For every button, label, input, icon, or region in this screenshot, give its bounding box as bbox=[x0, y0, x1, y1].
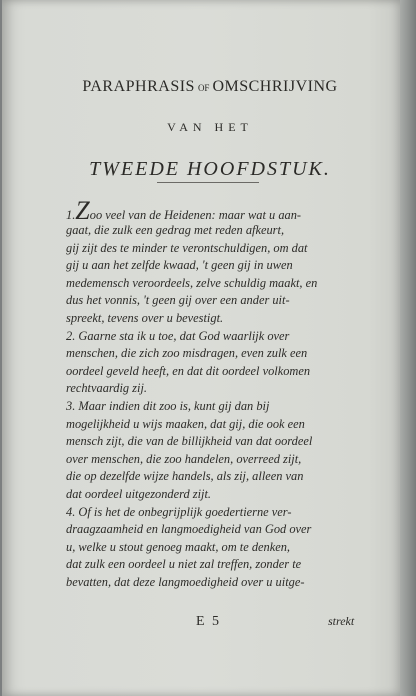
text-line: oordeel geveld heeft, en dat dit oordeel volkomen bbox=[66, 363, 311, 378]
text-line: gij u aan het zelfde kwaad, 't geen gij in uwen bbox=[66, 258, 293, 273]
text-line: u, welke u stout genoeg maakt, om te denken, bbox=[66, 539, 290, 554]
page-subtitle: VAN HET bbox=[167, 120, 253, 134]
text-line: 2. Gaarne sta ik u toe, dat God waarlijk over bbox=[66, 328, 290, 343]
text-line: over menschen, die zoo handelen, overreed zijt, bbox=[66, 451, 302, 466]
drop-cap: Z bbox=[75, 196, 90, 225]
title-part-1: PARAPHRASIS bbox=[82, 78, 195, 95]
text-line: 3. Maar indien dit zoo is, kunt gij dan bij bbox=[66, 398, 270, 413]
page-edge bbox=[400, 0, 416, 696]
text-line: mensch zijt, die van de billijkheid van dat oordeel bbox=[66, 434, 313, 449]
title-part-2: OMSCHRIJVING bbox=[212, 78, 338, 95]
text-line: dat zulk een oordeel u niet zal treffen, zonder te bbox=[66, 557, 302, 572]
signature-mark: E 5 bbox=[196, 614, 222, 629]
text-line: medemensch veroordeels, zelve schuldig maakt, en bbox=[66, 275, 318, 290]
catchword: strekt bbox=[328, 614, 355, 628]
text-line: gij zijt des te minder te verontschuldigen, om dat bbox=[66, 240, 308, 255]
text-line: rechtvaardig zij. bbox=[66, 381, 147, 396]
text-line: 4. Of is het de onbegrijplijk goedertierne ver- bbox=[66, 504, 292, 519]
text-line-0 bbox=[66, 196, 362, 225]
text-line: dat oordeel uitgezonderd zijt. bbox=[66, 486, 212, 501]
text-line: dus het vonnis, 't geen gij over een ander uit- bbox=[66, 293, 290, 308]
chapter-heading: TWEEDE HOOFDSTUK. bbox=[89, 158, 331, 180]
chapter-rule bbox=[157, 182, 259, 183]
text-line: bevatten, dat deze langmoedigheid over u uitge- bbox=[66, 574, 305, 589]
text-line: menschen, die zich zoo misdragen, even zulk een bbox=[66, 346, 308, 361]
text-line: draagzaamheid en langmoedigheid van God over bbox=[66, 522, 312, 537]
page-title bbox=[60, 78, 360, 96]
text-line: die op dezelfde wijze handels, als zij, alleen van bbox=[66, 469, 304, 484]
text-line: spreekt, tevens over u bevestigt. bbox=[66, 310, 224, 325]
first-line-rest: oo veel van de Heidenen: maar wat u aan- bbox=[89, 208, 302, 222]
verse-number-1: 1. bbox=[66, 208, 76, 222]
title-small-word: OF bbox=[197, 83, 210, 93]
text-line: mogelijkheid u wijs maaken, dat gij, die ook een bbox=[66, 416, 305, 431]
text-line: gaat, die zulk een gedrag met reden afkeurt, bbox=[66, 223, 285, 237]
body-text bbox=[66, 196, 362, 591]
